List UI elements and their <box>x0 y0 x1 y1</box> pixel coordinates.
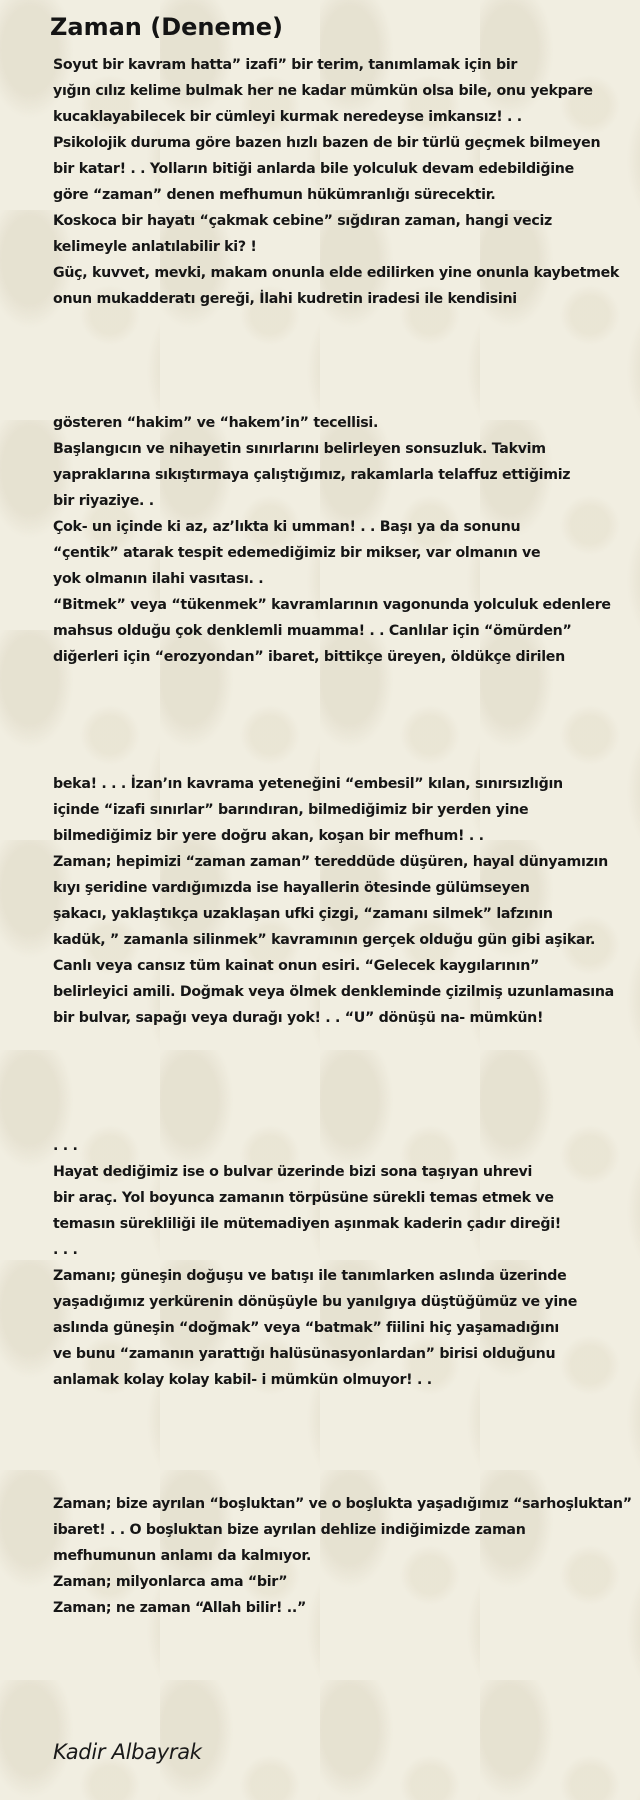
poem-line: Koskoca bir hayatı “çakmak cebine” sığdıran zaman, hangi veciz <box>53 213 553 229</box>
poem-line: Zaman; ne zaman “Allah bilir! ..” <box>53 1600 306 1616</box>
poem-line: yok olmanın ilahi vasıtası. . <box>53 571 264 587</box>
poem-line: yaşadığımız yerkürenin dönüşüyle bu yanılgıya düştüğümüz ve yine <box>53 1294 578 1310</box>
poem-line: . . . <box>53 1138 78 1154</box>
poem-line: Zaman; bize ayrılan “boşluktan” ve o boşlukta yaşadığımız “sarhoşluktan” <box>53 1496 632 1512</box>
poem-line: Çok- un içinde ki az, az’lıkta ki umman! . . Başı ya da sonunu <box>53 519 521 535</box>
poem-line: mahsus olduğu çok denklemli muamma! . . Canlılar için “ömürden” <box>53 623 572 639</box>
poem-title: Zaman (Deneme) <box>50 13 284 41</box>
poem-line: Güç, kuvvet, mevki, makam onunla elde edilirken yine onunla kaybetmek <box>53 265 620 281</box>
poem-line: Zaman; hepimizi “zaman zaman” tereddüde düşüren, hayal dünyamızın <box>53 854 608 870</box>
poem-line: . . . <box>53 1242 78 1258</box>
poem-line: anlamak kolay kolay kabil- i mümkün olmuyor! . . <box>53 1372 432 1388</box>
poem-line: Başlangıcın ve nihayetin sınırlarını belirleyen sonsuzluk. Takvim <box>53 441 546 457</box>
poem-line: bir bulvar, sapağı veya durağı yok! . . “U” dönüşü na- mümkün! <box>53 1010 544 1026</box>
poem-line: beka! . . . İzan’ın kavrama yeteneğini “embesil” kılan, sınırsızlığın <box>53 776 563 792</box>
poem-line: bir katar! . . Yolların bitiği anlarda bile yolculuk devam edebildiğine <box>53 161 574 177</box>
poem-stanza-4 <box>53 1133 633 1393</box>
poem-line: Psikolojik duruma göre bazen hızlı bazen de bir türlü geçmek bilmeyen <box>53 135 601 151</box>
poem-line: “Bitmek” veya “tükenmek” kavramlarının vagonunda yolculuk edenlere <box>53 597 611 613</box>
poem-line: Zaman; milyonlarca ama “bir” <box>53 1574 288 1590</box>
poem-line: Canlı veya cansız tüm kainat onun esiri. “Gelecek kaygılarının” <box>53 958 540 974</box>
poem-line: şakacı, yaklaştıkça uzaklaşan ufki çizgi, “zamanı silmek” lafzının <box>53 906 553 922</box>
poem-line: gösteren “hakim” ve “hakem’in” tecellisi. <box>53 415 379 431</box>
poem-line: bir riyaziye. . <box>53 493 154 509</box>
poem-line: ibaret! . . O boşluktan bize ayrılan dehlize indiğimizde zaman <box>53 1522 526 1538</box>
poem-line: mefhumunun anlamı da kalmıyor. <box>53 1548 312 1564</box>
poem-line: kıyı şeridine vardığımızda ise hayallerin ötesinde gülümseyen <box>53 880 530 896</box>
poem-line: bilmediğimiz bir yere doğru akan, koşan bir mefhum! . . <box>53 828 484 844</box>
poem-line: temasın sürekliliği ile mütemadiyen aşınmak kaderin çadır direği! <box>53 1216 561 1232</box>
poem-line: yapraklarına sıkıştırmaya çalıştığımız, rakamlarla telaffuz ettiğimiz <box>53 467 571 483</box>
poem-line: aslında güneşin “doğmak” veya “batmak” fiilini hiç yaşamadığını <box>53 1320 559 1336</box>
poem-stanza-3 <box>53 771 633 1031</box>
poem-stanza-1 <box>53 52 633 312</box>
poem-line: kucaklayabilecek bir cümleyi kurmak neredeyse imkansız! . . <box>53 109 522 125</box>
poem-line: Zamanı; güneşin doğuşu ve batışı ile tanımlarken aslında üzerinde <box>53 1268 567 1284</box>
poem-line: belirleyici amili. Doğmak veya ölmek denkleminde çizilmiş uzunlamasına <box>53 984 614 1000</box>
poem-line: Soyut bir kavram hatta” izafi” bir terim, tanımlamak için bir <box>53 57 518 73</box>
poem-line: “çentik” atarak tespit edemediğimiz bir mikser, var olmanın ve <box>53 545 541 561</box>
poem-stanza-5 <box>53 1491 633 1621</box>
poem-line: içinde “izafi sınırlar” barındıran, bilmediğimiz bir yerden yine <box>53 802 529 818</box>
poem-line: kelimeyle anlatılabilir ki? ! <box>53 239 257 255</box>
poem-stanza-2 <box>53 410 633 670</box>
poem-line: onun mukadderatı gereği, İlahi kudretin iradesi ile kendisini <box>53 291 517 307</box>
author-name: Kadir Albayrak <box>53 1740 202 1764</box>
poem-line: diğerleri için “erozyondan” ibaret, bittikçe üreyen, öldükçe dirilen <box>53 649 565 665</box>
poem-line: ve bunu “zamanın yarattığı halüsünasyonlardan” birisi olduğunu <box>53 1346 556 1362</box>
poem-line: kadük, ” zamanla silinmek” kavramının gerçek olduğu gün gibi aşikar. <box>53 932 596 948</box>
poem-line: Hayat dediğimiz ise o bulvar üzerinde bizi sona taşıyan uhrevi <box>53 1164 533 1180</box>
poem-line: yığın cılız kelime bulmak her ne kadar mümkün olsa bile, onu yekpare <box>53 83 593 99</box>
poem-line: göre “zaman” denen mefhumun hükümranlığı sürecektir. <box>53 187 496 203</box>
poem-line: bir araç. Yol boyunca zamanın törpüsüne sürekli temas etmek ve <box>53 1190 554 1206</box>
